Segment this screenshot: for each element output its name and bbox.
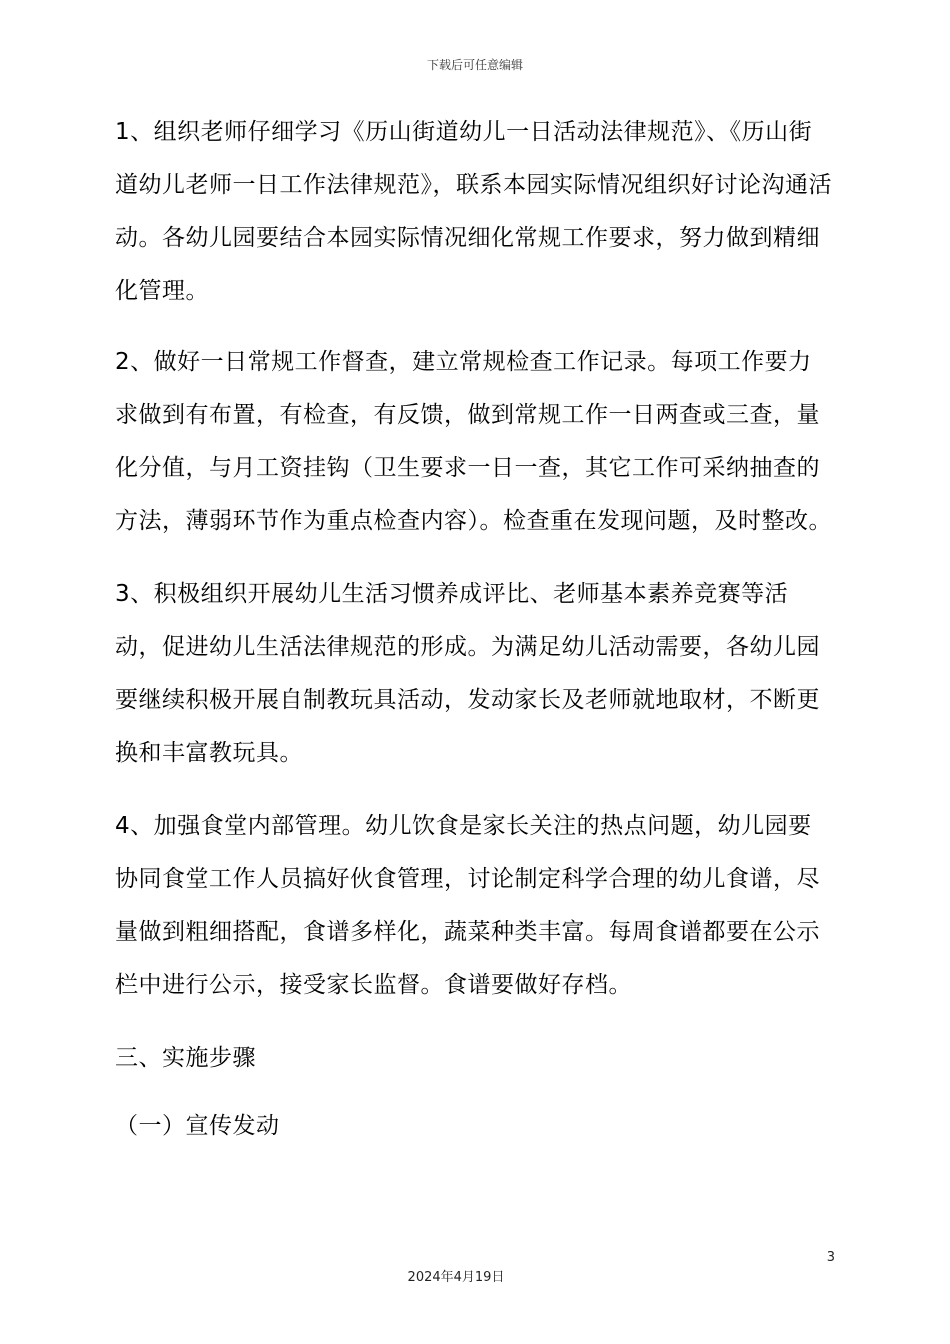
paragraph-item-2: 2、做好一日常规工作督查，建立常规检查工作记录。每项工作要力求做到有布置，有检查，有反馈，做到常规工作一日两查或三查，量化分值，与月工资挂钩（卫生要求一日一查，其它工作可采纳抽查的方法，薄弱环节作为重点检查内容）。检查重在发现问题，及时整改。 bbox=[115, 349, 832, 534]
paragraph-item-4: 4、加强食堂内部管理。幼儿饮食是家长关注的热点问题，幼儿园要协同食堂工作人员搞好伙食管理，讨论制定科学合理的幼儿食谱，尽量做到粗细搭配，食谱多样化，蔬菜种类丰富。每周食谱都要在公示栏中进行公示，接受家长监督。食谱要做好存档。 bbox=[115, 813, 820, 998]
paragraph-item-1: 1、组织老师仔细学习《历山街道幼儿一日活动法律规范》、《历山街道幼儿老师一日工作法律规范》，联系本园实际情况组织好讨论沟通活动。各幼儿园要结合本园实际情况细化常规工作要求，努力做到精细化管理。 bbox=[115, 119, 832, 304]
subsection-heading: （一）宣传发动 bbox=[115, 1113, 280, 1139]
page-number: 3 bbox=[826, 1250, 835, 1265]
paragraph-item-3: 3、积极组织开展幼儿生活习惯养成评比、老师基本素养竞赛等活动，促进幼儿生活法律规范的形成。为满足幼儿活动需要，各幼儿园要继续积极开展自制教玩具活动，发动家长及老师就地取材，不断更换和丰富教玩具。 bbox=[115, 581, 820, 766]
section-heading: 三、实施步骤 bbox=[115, 1045, 256, 1071]
footer-date: 2024年4月19日 bbox=[407, 1270, 505, 1285]
header-note: 下载后可任意编辑 bbox=[426, 58, 523, 72]
